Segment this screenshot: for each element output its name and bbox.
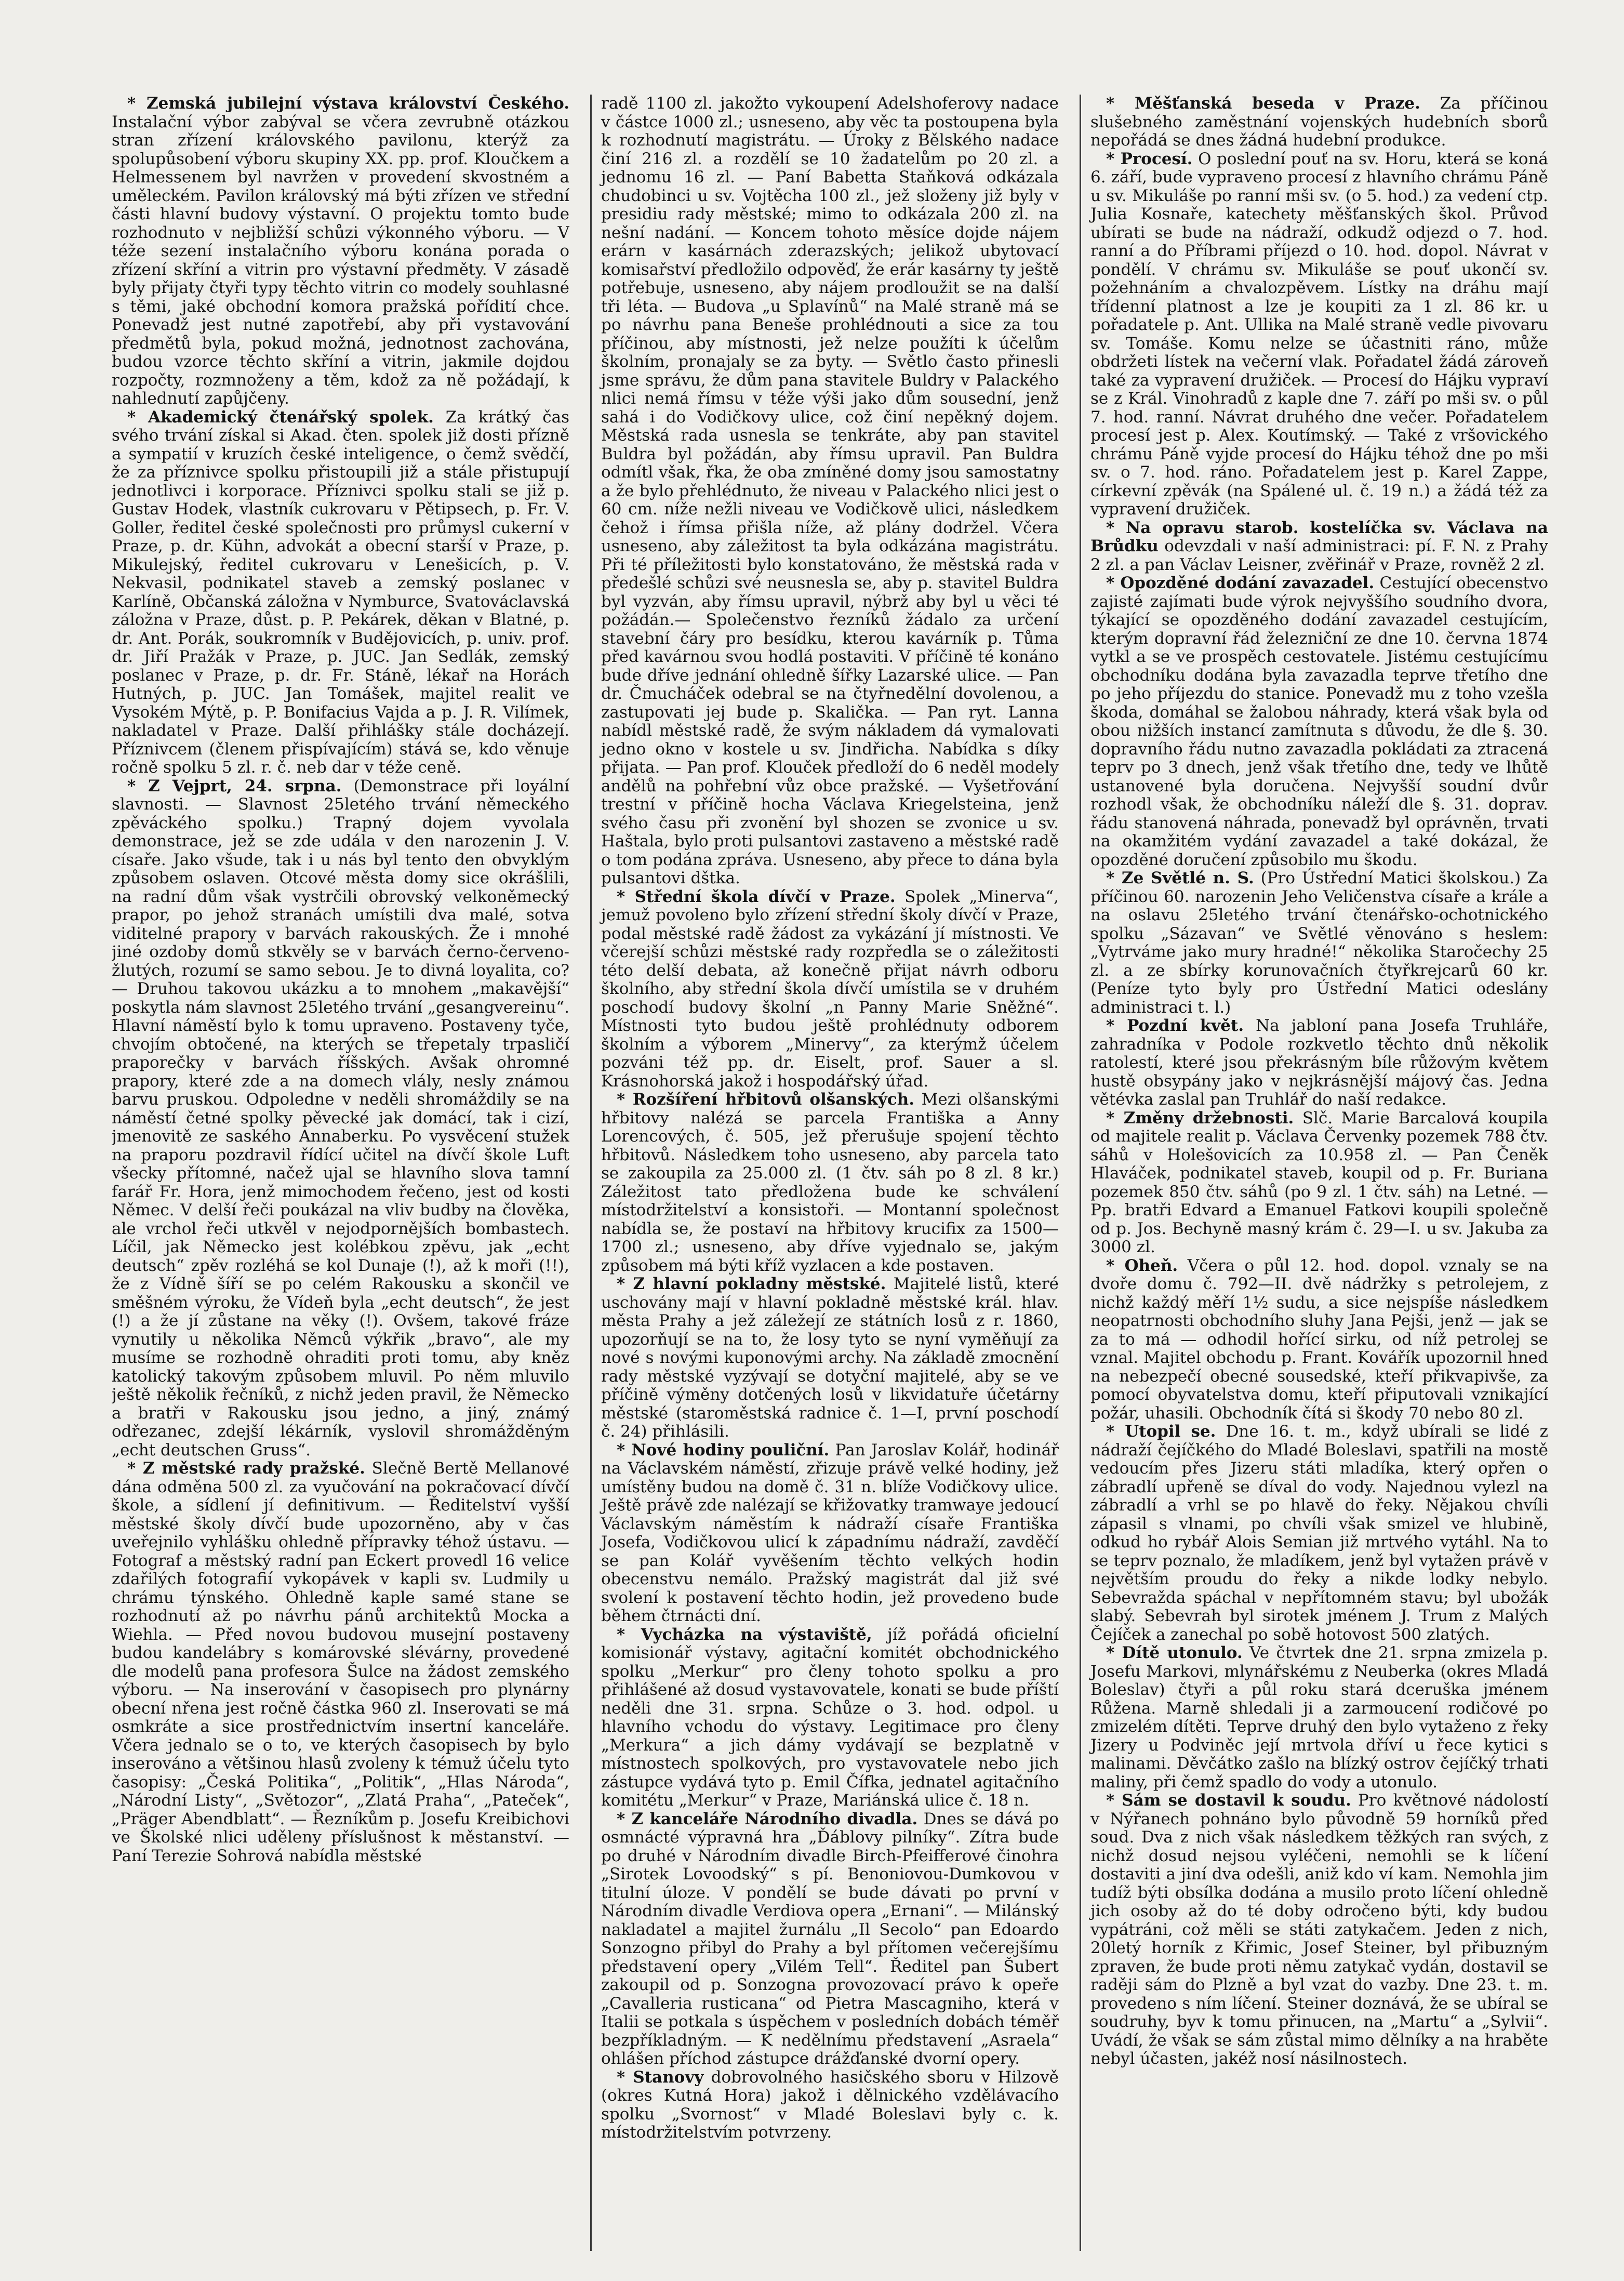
article-headline: * Sám se dostavil k soudu. (1106, 1791, 1351, 1810)
article (1090, 574, 1548, 869)
article (1090, 1792, 1548, 2068)
column-1 (112, 95, 569, 2251)
article (112, 777, 569, 1460)
article (1090, 1423, 1548, 1644)
article-body: Pro květnové nádolostí v Nýřanech pohnáno bylo původně 59 horníků před soud. Dva z nich však následkem těžkých ran svých, z nichž dosud nejsou vyléčeni, nemohli se k líčení dostaviti a jiní dva odešli, aniž kdo ví kam. Nemohla jim tudíž býti obsílka dodána a musilo proto líčení ohledně jich osoby až do té doby odročeno býti, kdy budou vypátráni, což měli se státi zatykačem. Jeden z nich, 20letý horník z Křimic, Josef Steiner, byl přibuzným zpraven, že bude proti němu zatykač vydán, dostavil se raději sám do Plzně a byl vzat do vazby. Dne 23. t. m. provedeno s ním líčení. Steiner doznává, že se ubíral se soudruhy, byv k tomu přinucen, na „Martu“ a „Sylvii“. Uvádí, že však se sám zůstal mimo dělníky a na hraběte nebyl účasten, jakéž nosí násilnostech. (1090, 1791, 1548, 2068)
article-body: Včera o půl 12. hod. dopol. vznaly se na dvoře domu č. 792—II. dvě nádržky s petrolejem, z nichž každý měří 1½ sudu, a sice nejspíše následkem neopatrnosti obchodního sluhy Jana Pejši, jenž — jak se za to má — odhodil hořící sirku, od níž petrolej se vznal. Majitel obchodu p. Frant. Kovářík upozornil hned na nebezpečí obecné sousedské, kteří přikvapivše, za pomocí obyvatelstva domu, kteří připutovali vznikající požár, uhasili. Obchodník čítá si škody 70 nebo 80 zl. (1090, 1256, 1548, 1423)
article-headline: * Střední škola dívčí v Praze. (617, 887, 896, 906)
article-body: Instalační výbor zabýval se včera zevrubně otázkou stran zřízení královského pavilonu, kterýž za spolupůsobení výboru skupiny XX. pp. prof. Kloučkem a Helmessenem byl navržen v provedení skvostném a uměleckém. Pavilon královský má býti zřízen ve střední části hlavní budovy výstavní. O projektu tomto bude rozhodnuto v nejbližší schůzi výkonného výboru. — V téže sezení instalačního výboru konána porada o zřízení skříní a vitrin pro výstavní předměty. V zásadě byly přijaty čtyři typy těchto vitrin co modely souhlasné s těmi, jaké obchodní komora pražská pořídití chce. Ponevadž jest nutné zapotřebí, aby při vystavování předmětů byla, pokud možná, jednotnost zachována, budou vzorce těchto skříní a vitrin, jakmile dojdou rozpočty, rozmnoženy a těm, kdož za ně požádají, k nahlednutí zapůjčeny. (112, 112, 569, 408)
article-body: Dnes se dává po osmnácté výpravná hra „Ďáblovy pilníky“. Zítra bude po druhé v Národním divadle Birch-Pfeifferové činohra „Sirotek Lovoodský“ s pí. Benoniovou-Dumkovou v titulní úloze. V pondělí se bude dávati po první v Národním divadle Verdiova opera „Ernani“. — Milánský nakladatel a majitel žurnálu „Il Secolo“ pan Edoardo Sonzogno přibyl do Prahy a byl přítomen večerejšímu představení opery „Vilém Tell“. Ředitel pan Šubert zakoupil od p. Sonzogna provozovací právo k opeře „Cavalleria rusticana“ od Pietra Mascagniho, která v Italii se potkala s úspěchem v posledních dobách téměř bezpříkladným. — K nedělnímu představení „Asraela“ ohlášen příchod zástupce drážďanské dvorní opery. (601, 1809, 1059, 2068)
article-headline: * Akademický čtenářský spolek. (127, 407, 434, 427)
article-headline: * Nové hodiny pouliční. (617, 1440, 830, 1460)
article-headline: * Vycházka na výstaviště, (617, 1625, 872, 1644)
article (601, 1626, 1059, 1810)
article-headline: * Z Vejprt, 24. srpna. (127, 776, 342, 795)
article (601, 1441, 1059, 1626)
article-body: Dne 16. t. m., když ubírali se lidé z nádraží čejíčkého do Mladé Boleslavi, spatřili na mostě vedoucím přes Jizeru státi mladíka, který opřen o zábradlí upřeně se díval do vody. Najednou vylezl na zábradlí a vrhl se po hlavě do řeky. Nějakou chvíli zápasil s vlnami, po chvíli však smizel ve hlubině, odkud ho rybář Alois Semian již mrtvého vytáhl. Na to se teprv poznalo, že mladíkem, jenž byl vytažen právě v největším proudu do řeky a nikde lodky nebylo. Sebevražda spáchal v nepřítomném stavu; byl ubožák slabý. Sebevrah byl sirotek jménem J. Trum z Malých Čejíček a zanechal po sobě hotovost 500 zlatých. (1090, 1422, 1548, 1644)
article (601, 2068, 1059, 2142)
column-3 (1080, 95, 1548, 2251)
article-headline: * Oheň. (1106, 1256, 1178, 1275)
article (1090, 1109, 1548, 1257)
article-headline: * Rozšíření hřbitovů olšanských. (617, 1090, 915, 1109)
article-headline: * Stanovy (617, 2067, 704, 2087)
article-body: Za příčinou slušebného zaměstnání vojenských hudebních sborů nepořádá se dnes žádná hudební produkce. (1090, 95, 1548, 150)
article-body: O poslední pouť na sv. Horu, která se koná 6. září, bude vypraveno procesí z hlavního chrámu Páně u sv. Mikuláše po ranní mši sv. (o 5. hod.) za vedení ctp. Julia Kosnaře, katechety měšťanských škol. Průvod ubírati se bude na nádraží, odkudž odjezd o 7. hod. ranní a do Příbrami příjezd o 10. hod. dopol. Návrat v pondělí. V chrámu sv. Mikuláše se pouť ukončí sv. požehnáním a chvalozpěvem. Lístky na dráhu mají třídenní platnost a lze je koupiti za 1 zl. 86 kr. u pořadatele p. Ant. Ullika na Malé straně vedle pivovaru sv. Tomáše. Komu nelze se účastniti ráno, může obdržeti lístek na večerní vlak. Pořadatel žádá zároveň také za vypravení družiček. — Procesí do Hájku vypraví se z Král. Vinohradů z kaple dne 7. září po mši sv. o půl 7. hod. ranní. Návrat druhého dne večer. Pořadatelem procesí jest p. Alex. Koutímský. — Také z vršovického chrámu Páně vyjde procesí do Hájku téhož dne po mši sv. o 7. hod. ráno. Pořadatelem jest p. Karel Zappe, církevní zpěvák (na Spálené ul. č. 19 n.) a žádá též za vypravení družiček. (1090, 149, 1548, 519)
article (112, 1460, 569, 1865)
article-headline: * Z městské rady pražské. (127, 1459, 365, 1478)
article-headline: * Ze Světlé n. S. (1106, 869, 1254, 887)
article (1090, 869, 1548, 1017)
article (112, 95, 569, 408)
article (1090, 1017, 1548, 1109)
article-body: Majitelé listů, které uschovány mají v hlavní pokladně městské král. hlav. města Prahy a jež záležejí ze státních losů z r. 1860, upozorňují se na to, že losy tyto se nyní vyměňují za nové s novými kuponovými archy. Na základě zmocnění rady městské vyzývají se dotyční majitelé, aby se ve příčině výměny dotčených losů v likvidatuře účetárny městské (staroměstská radnice č. 1—I, první poschodí č. 24) přihlásili. (601, 1275, 1059, 1441)
article-body: Mezi olšanskými hřbitovy nalézá se parcela Františka a Anny Lorencových, č. 505, jež přerušuje spojení těchto hřbitovů. Následkem toho usneseno, aby parcela tato se zakoupila za 25.000 zl. (1 čtv. sáh po 8 zl. 8 kr.) Záležitost tato předložena bude ke schválení místodržitelství a konsistoři. — Montanní společnost nabídla se, že postaví na hřbitovy krucifix za 1500—1700 zl.; usneseno, aby dříve vyjednalo se, jakým způsobem má býti kříž vyzlacen a kde postaven. (601, 1090, 1059, 1275)
article-body: radě 1100 zl. jakožto vykoupení Adelshoferovy nadace v částce 1000 zl.; usneseno, aby věc ta postoupena byla k rozhodnutí magistrátu. — Úroky z Bělského nadace činí 216 zl. a rozdělí se 10 žadatelům po 20 zl. a jednomu 16 zl. — Paní Babetta Staňková odkázala chudobinci u sv. Vojtěcha 100 zl., jež složeny již byly v presidiu rady městské; mimo to odkázala 200 zl. na nešní nadání. — Koncem tohoto měsíce dojde nájem erárn v kasárnách zderazských; jelikož ubytovací komisařství předložilo odpověď, že erár kasárny ty ještě potřebuje, usneseno, aby nájem prodloužit se na další tři léta. — Budova „u Splavínů“ na Malé straně má se po návrhu pana Beneše prohlédnouti a sice za tou příčinou, aby místnosti, jež nelze použíti k účelům školním, pronajaly se za byty. — Světlo často přinesli jsme správu, že dům pana stavitele Buldry v Palackého nlici nemá římsu v téže výši jako dům sousední, jenž sahá i do Vodičkovy ulice, což činí nepěkný dojem. Městská rada usnesla se tenkráte, aby pan stavitel Buldra byl požádán, aby římsu upravil. Pan Buldra odmítl však, řka, že oba zmíněné domy jsou samostatny a že bylo přehlédnuto, že niveau v Palackého nlici jest o 60 cm. níže nežli niveau ve Vodičkově ulici, následkem čehož i římsa přišla níže, až plány dodržel. Včera usneseno, aby záležitost ta byla odkázána magistrátu. Při té příležitosti bylo konstatováno, že městská rada v předešlé schůzi své neusnesla se, aby p. stavitel Buldra byl vyzván, aby římsu upravil, nýbrž aby byl u věci té požádán.— Společenstvo řezníků žádalo za určení stavební čáry pro besídku, kterou kavárník p. Tůma před kavárnou svou hodlá postaviti. V příčině té konáno bude dříve jednání ohledně šířky Lazarské ulice. — Pan dr. Čmucháček odebral se na čtyřnedělní dovolenou, a zastupovati jej bude p. Skalička. — Pan ryt. Lanna nabídl městské radě, že svým nákladem dá vymalovati jedno okno v kostele u sv. Jindřicha. Nabídka s díky přijata. — Pan prof. Klouček předloží do 6 neděl modely andělů na pohřební vůz obce pražské. — Vyšetřování trestní v příčině hocha Václava Kriegelsteina, jenž svého času při zvonění byl shozen se zvonice u sv. Haštala, bylo proti pulsantovi zastaveno a městské radě o tom podána zpráva. Usneseno, aby přece to dána byla pulsantovi dštka. (601, 95, 1059, 887)
article-body: Pan Jaroslav Kolář, hodinář na Václavském náměstí, zřizuje právě velké hodiny, jež umístěny budou na domě č. 31 n. blíže Vodičkovy ulice. Ještě právě zde nalézají se křižovatky tramwaye jedoucí Václavským náměstím k nádraží císaře Františka Josefa, Vodičkovou ulicí k západnímu nádraží, zavděčí se pan Kolář vyvěšením těchto velkých hodin obecenstvu nemálo. Pražský magistrát dal již své svolení k postavení těchto hodin, jež provedeno bude během čtrnácti dní. (601, 1440, 1059, 1625)
article-headline: * Dítě utonulo. (1106, 1643, 1243, 1662)
article (601, 1810, 1059, 2068)
article-headline: * Opozděné dodání zavazadel. (1106, 574, 1375, 592)
article-headline: * Na opravu starob. kostelíčka sv. Václava na Brůdku (1090, 518, 1548, 555)
article-headline: * Změny držebnosti. (1106, 1108, 1294, 1128)
column-2 (590, 95, 1059, 2251)
article-body: Slč. Marie Barcalová koupila od majitele realit p. Václava Červenky pozemek 788 čtv. sáhů v Holešovicích za 10.958 zl. — Pan Čeněk Hlaváček, podnikatel staveb, koupil od p. Fr. Buriana pozemek 850 čtv. sáhů (po 9 zl. 1 čtv. sáh) na Letné. — Pp. bratři Edvard a Emanuel Fatkovi koupili společně od p. Jos. Bechyně masný krám č. 29—I. u sv. Jakuba za 3000 zl. (1090, 1108, 1548, 1256)
article-headline: * Zemská jubilejní výstava království Českého. (127, 95, 569, 113)
article-body: odevzdali v naší administraci: pí. F. N. z Prahy 2 zl. a pan Václav Leisner, zvěřinář v Praze, rovněž 2 zl. (1090, 537, 1548, 574)
article (601, 1275, 1059, 1441)
article-body: Slečně Bertě Mellanové dána odměna 500 zl. za vyučování na pokračovací dívčí škole, a sídlení jí definitivum. — Ředitelství vyšší městské školy dívčí bude upozorněno, aby v čas uveřejnilo vyhlášku ohledně přípravky téhož ústavu. — Fotograf a městský radní pan Eckert provedl 16 velice zdařilých fotografií vykopávek v kapli sv. Ludmily u chrámu týnského. Ohledně kaple samé stane se rozhodnutí až po návrhu pánů architektů Mocka a Wiehla. — Před novou budovou musejní postaveny budou kandelábry s komárovské slévárny, provedené dle modelů pana profesora Šulce na žádost zemského výboru. — Na inserování v časopisech pro plynárny obecní nřena jest ročně částka 960 zl. Inserovati se má osmkráte a sice prostřednictvím insertní kanceláře. Včera jednalo se o to, ve kterých časopisech by bylo inserováno a většinou hlasů zvoleny k témuž účelu tyto časopisy: „Česká Politika“, „Politik“, „Hlas Národa“, „Národní Listy“, „Světozor“, „Zlatá Praha“, „Pateček“, „Präger Abendblatt“. — Řezníkům p. Josefu Kreibichovi ve Školské nlici uděleny příslušnost k městanství. — Paní Terezie Sohrová nabídla městské (112, 1459, 569, 1865)
article-body: dobrovolného hasičského sboru v Hilzově (okres Kutná Hora) jakož i dělnického vzdělávacího spolku „Svornost“ v Mladé Boleslavi byly c. k. místodržitelstvím potvrzeny. (601, 2067, 1059, 2142)
article (112, 408, 569, 777)
article (1090, 1644, 1548, 1792)
article (1090, 1257, 1548, 1423)
article (1090, 519, 1548, 575)
article-headline: * Utopil se. (1106, 1422, 1216, 1441)
article-headline: * Procesí. (1106, 149, 1193, 168)
columns (112, 95, 1548, 2251)
article-headline: * Z kanceláře Národního divadla. (617, 1809, 918, 1828)
article-body: Spolek „Minerva“, jemuž povoleno bylo zřízení střední školy dívčí v Praze, podal městské radě žádost za vykázání jí místnosti. Ve včerejší schůzi městské rady rozpředla se o záležitosti této delší debata, až konečně přijat návrh odboru školního, aby střední škola dívčí umístila se v druhém poschodí budovy školní „n Panny Marie Sněžné“. Místnosti tyto budou ještě prohlédnuty odborem školním a výborem „Minervy“, za kterýmž účelem pozváni též pp. dr. Eiselt, prof. Sauer a sl. Krásnohorská jakož i hospodářský úřad. (601, 887, 1059, 1091)
article (1090, 150, 1548, 519)
article-headline: * Měšťanská beseda v Praze. (1106, 95, 1420, 113)
article-body: Cestující obecenstvo zajisté zajímati bude výrok nejvyššího soudního dvora, týkající se opozděného dodání zavazadel cestujícím, kterým dopravní řád železniční ze dne 10. června 1874 vytkl a se ve prospěch cestovatele. Jistému cestujícímu obchodníku dodána byla zavazadla teprve třetího dne po jeho příjezdu do stanice. Ponevadž mu z toho vzešla škoda, domáhal se žalobou náhrady, která však byla od obou nižších instancí zamítnuta s důvodu, že dle §. 30. dopravního řádu nutno zavazadla pokládati za ztracená teprv po 3 dnech, jenž však třetího dne, tedy ve lhůtě ustanovené byla doručena. Nejvyšší soudní dvůr rozhodl však, že obchodníku náleží dle §. 31. doprav. řádu stanovená náhrada, ponevadž byl oprávněn, trvati na okamžitém vydání zavazadel a také dokázal, že opozděné doručení způsobilo mu škodu. (1090, 574, 1548, 869)
article (601, 1091, 1059, 1275)
article-body: (Pro Ústřední Matici školskou.) Za příčinou 60. narozenin Jeho Veličenstva císaře a krále a na oslavu 25letého trvání čtenářsko-ochotnického spolku „Sázavan“ ve Světlé věnováno s heslem: „Vytrváme jako mury hradné!“ několika Staročechy 25 zl. a ze sbírky korunovačních čtyřkrejcarů 60 kr. (Peníze tyto byly pro Ústřední Matici odeslány administraci t. l.) (1090, 869, 1548, 1017)
article-headline: * Z hlavní pokladny městské. (617, 1275, 886, 1293)
article-body: Na jabloní pana Josefa Truhláře, zahradníka v Podole rozkvetlo těchto dnů několik ratolestí, které jsou překrásným bíle růžovým květem hustě obsypány jako v nejkrásnější májový čas. Jedna větévka zaslal pan Truhlář do naší redakce. (1090, 1016, 1548, 1109)
article-body: jíž pořádá oficielní komisionář výstavy, agitační komitét obchodnického spolku „Merkur“ pro členy tohoto spolku a pro přihlášené až dosud vystavovatele, konati se bude příští neděli dne 31. srpna. Schůze o 3. hod. odpol. u hlavního vchodu do výstavy. Legitimace pro členy „Merkura“ a jich dámy vydávají se bezplatně v místnostech spolkových, pro vystavovatele nebo jich zástupce vydává tyto p. Emil Čífka, jednatel agitačního komitétu „Merkur“ v Praze, Mariánská ulice č. 18 n. (601, 1625, 1059, 1810)
article (601, 95, 1059, 888)
article-body: Za krátký čas svého trvání získal si Akad. čten. spolek již dosti přízně a sympatií v kruzích české inteligence, o čemž svědčí, že za příznivce spolku přistoupili již a stále přistupují jednotlivci i korporace. Příznivci spolku stali se již p. Gustav Hodek, vlastník cukrovaru v Pětipsech, p. Fr. V. Goller, ředitel české společnosti pro průmysl cukerní v Praze, p. dr. Kühn, advokát a obecní starší v Praze, p. Mikulejský, ředitel cukrovaru v Lenešicích, p. V. Nekvasil, podnikatel staveb a zemský poslanec v Karlíně, Občanská záložna v Nymburce, Svatováclavská záložna v Praze, důst. p. P. Pekárek, děkan v Blatné, p. dr. Ant. Porák, soukromník v Budějovicích, p. univ. prof. dr. Jiří Pražák v Praze, p. JUC. Jan Sedlák, zemský poslanec v Praze, p. dr. Fr. Stáně, lékař na Horách Hutných, p. JUC. Jan Tomášek, majitel realit ve Vysokém Mýtě, p. P. Bonifacius Vajda a p. J. R. Vilímek, nakladatel v Praze. Další přihlášky stále docházejí. Příznivcem (členem přispívajícím) stává se, kdo věnuje ročně spolku 5 zl. r. č. neb dar v téže ceně. (112, 407, 569, 777)
article-body: (Demonstrace při loyální slavnosti. — Slavnost 25letého trvání německého zpěváckého spolku.) Trapný dojem vyvolala demonstrace, jež se zde udála v den narozenin J. V. císaře. Jako všude, tak i u nás byl tento den obvyklým způsobem oslaven. Otcové města domy sice okrášlili, na radní dům však vystrčili obrovský velkoněmecký prapor, po jehož stranách umístili dva malé, sotva viditelné prapory v barvách rakouských. Že i mnohé jiné ozdoby domů stkvěly se v barvách černo-červeno-žlutých, rozumí se samo sebou. Je to divná loyalita, co? — Druhou takovou ukázku a to mnohem „makavější“ poskytla nám slavnost 25letého trvání „gesangvereinu“. Hlavní náměstí bylo k tomu upraveno. Postaveny tyče, chvojím obtočené, na kterých se třepetaly trpasličí praporečky v barvách říšských. Avšak ohromné prapory, které zde a na domech vlály, nesly známou barvu pruskou. Odpoledne v neděli shromáždily se na náměstí četné spolky pěvecké jak domácí, tak i cizí, jmenovitě ze saského Annaberku. Po vysvěcení stužek na praporu pozdravil řídící učitel na dívčí škole Luft všecky přítomné, načež ujal se hlavního slova tamní farář Fr. Hora, jenž mimochodem řečeno, jest od kosti Němec. V delší řeči poukázal na vliv budby na člověka, ale vrchol řeči utkvěl v nejodpornějších bombastech. Líčil, jak Německo jest kolébkou zpěvu, jak „echt deutsch“ zpěv rozléhá se kol Dunaje (!), až k moři (!!), že z Vídně šíří se po celém Rakousku a skončil ve směšném výroku, že Vídeň byla „echt deutsch“, že jest (!) a že jí zůstane na věky (!). Ovšem, takové fráze vynutily u několika Němců výkřik „bravo“, ale my musíme se rozhodně ohraditi proti tomu, aby kněz katolický takovým způsobem mluvil. Po něm mluvilo ještě několik řečníků, z nichž jeden pravil, že Německo a bratři v Rakousku jsou jedno, a jiný, známý odřezanec, zdejší lékárník, vyslovil shromážděným „echt deutschen Gruss“. (112, 776, 569, 1460)
article (601, 888, 1059, 1091)
article-body: Ve čtvrtek dne 21. srpna zmizela p. Josefu Markovi, mlynářskému z Neuberka (okres Mladá Boleslav) čtyři a půl roku stará dceruška jménem Růžena. Marně shledali ji a zarmoucení rodičové po zmizelém dítěti. Teprve druhý den bylo vytaženo z řeky Jizery u Podviněc její mrtvola dříví u řece kytici s malinami. Děvčátko zašlo na blízký ostrov čejíčký trhati maliny, při čemž spadlo do vody a utonulo. (1090, 1643, 1548, 1792)
article (1090, 95, 1548, 150)
article-headline: * Pozdní květ. (1106, 1016, 1244, 1035)
